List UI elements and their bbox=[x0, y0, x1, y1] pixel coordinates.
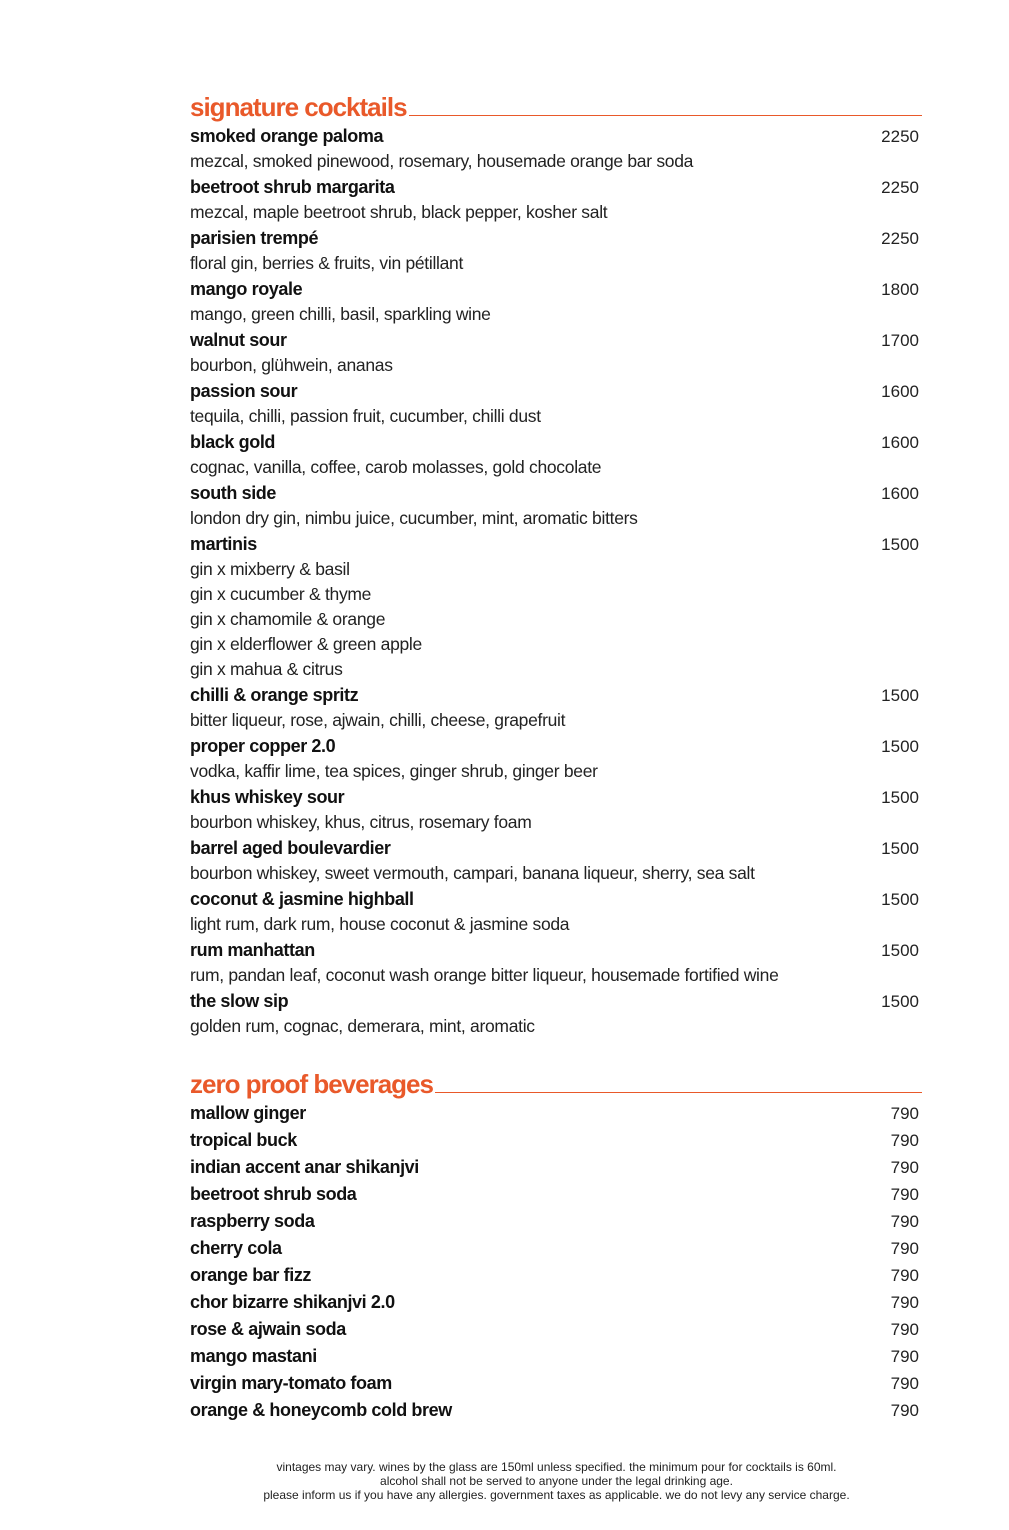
menu-footer bbox=[0, 1460, 1009, 1502]
menu-item bbox=[190, 988, 922, 1039]
item-name: orange & honeycomb cold brew bbox=[190, 1400, 452, 1420]
item-row bbox=[190, 327, 922, 353]
item-name: beetroot shrub margarita bbox=[190, 177, 395, 197]
item-price: 1500 bbox=[881, 941, 919, 960]
item-price: 790 bbox=[890, 1320, 919, 1339]
section-header bbox=[190, 1065, 922, 1099]
menu-item bbox=[190, 1397, 922, 1424]
menu-item bbox=[190, 531, 922, 682]
item-price: 1500 bbox=[881, 535, 919, 554]
item-description: floral gin, berries & fruits, vin pétillant bbox=[190, 253, 464, 273]
item-name: chilli & orange spritz bbox=[190, 685, 359, 705]
item-name: virgin mary-tomato foam bbox=[190, 1373, 392, 1393]
item-name: chor bizarre shikanjvi 2.0 bbox=[190, 1292, 395, 1312]
item-description: cognac, vanilla, coffee, carob molasses, gold chocolate bbox=[190, 457, 602, 477]
menu-item bbox=[190, 378, 922, 429]
item-name: parisien trempé bbox=[190, 228, 319, 248]
menu-item bbox=[190, 327, 922, 378]
item-description: gin x mixberry & basil bbox=[190, 559, 350, 579]
item-name: beetroot shrub soda bbox=[190, 1184, 357, 1204]
item-price: 1700 bbox=[881, 331, 919, 350]
item-description: rum, pandan leaf, coconut wash orange bitter liqueur, housemade fortified wine bbox=[190, 965, 779, 985]
menu-item bbox=[190, 1343, 922, 1370]
item-description: gin x chamomile & orange bbox=[190, 609, 386, 629]
item-name: the slow sip bbox=[190, 991, 289, 1011]
menu-item bbox=[190, 429, 922, 480]
item-row bbox=[190, 378, 922, 404]
item-price: 790 bbox=[890, 1401, 919, 1420]
item-price: 1500 bbox=[881, 890, 919, 909]
item-price: 2250 bbox=[881, 127, 919, 146]
item-description: gin x elderflower & green apple bbox=[190, 634, 422, 654]
menu-item bbox=[190, 784, 922, 835]
item-description: light rum, dark rum, house coconut & jasmine soda bbox=[190, 914, 570, 934]
item-description: mezcal, smoked pinewood, rosemary, housemade orange bar soda bbox=[190, 151, 694, 171]
zero-proof-list bbox=[190, 1100, 922, 1424]
item-name: walnut sour bbox=[190, 330, 287, 350]
item-description: mango, green chilli, basil, sparkling wine bbox=[190, 304, 491, 324]
item-row bbox=[190, 225, 922, 251]
item-price: 790 bbox=[890, 1158, 919, 1177]
item-price: 790 bbox=[890, 1104, 919, 1123]
item-row bbox=[190, 682, 922, 708]
item-name: cherry cola bbox=[190, 1238, 282, 1258]
menu-item bbox=[190, 1181, 922, 1208]
item-price: 2250 bbox=[881, 178, 919, 197]
item-row bbox=[190, 784, 922, 810]
menu-item bbox=[190, 1127, 922, 1154]
item-price: 790 bbox=[890, 1212, 919, 1231]
menu-item bbox=[190, 225, 922, 276]
menu-item bbox=[190, 1208, 922, 1235]
menu-item bbox=[190, 1262, 922, 1289]
item-price: 1500 bbox=[881, 788, 919, 807]
item-description: bitter liqueur, rose, ajwain, chilli, cheese, grapefruit bbox=[190, 710, 566, 730]
item-name: rum manhattan bbox=[190, 940, 315, 960]
item-description: vodka, kaffir lime, tea spices, ginger shrub, ginger beer bbox=[190, 761, 598, 781]
zero-proof-section bbox=[190, 1065, 922, 1424]
item-row bbox=[190, 174, 922, 200]
item-name: martinis bbox=[190, 534, 257, 554]
item-price: 1800 bbox=[881, 280, 919, 299]
item-name: mango royale bbox=[190, 279, 303, 299]
item-price: 790 bbox=[890, 1239, 919, 1258]
menu-item bbox=[190, 276, 922, 327]
item-name: khus whiskey sour bbox=[190, 787, 345, 807]
item-name: south side bbox=[190, 483, 277, 503]
item-name: rose & ajwain soda bbox=[190, 1319, 346, 1339]
item-description: mezcal, maple beetroot shrub, black pepper, kosher salt bbox=[190, 202, 608, 222]
item-price: 1500 bbox=[881, 839, 919, 858]
item-row bbox=[190, 937, 922, 963]
item-name: proper copper 2.0 bbox=[190, 736, 336, 756]
item-price: 1600 bbox=[881, 433, 919, 452]
item-description: london dry gin, nimbu juice, cucumber, mint, aromatic bitters bbox=[190, 508, 638, 528]
item-description: gin x mahua & citrus bbox=[190, 659, 343, 679]
item-price: 790 bbox=[890, 1131, 919, 1150]
section-title: zero proof beverages bbox=[190, 1069, 433, 1099]
item-name: tropical buck bbox=[190, 1130, 297, 1150]
menu-item bbox=[190, 733, 922, 784]
signature-cocktails-section bbox=[190, 88, 922, 1039]
section-header bbox=[190, 88, 922, 122]
menu-item bbox=[190, 937, 922, 988]
menu-item bbox=[190, 682, 922, 733]
item-name: barrel aged boulevardier bbox=[190, 838, 391, 858]
menu-item bbox=[190, 1100, 922, 1127]
item-row bbox=[190, 429, 922, 455]
item-name: smoked orange paloma bbox=[190, 126, 384, 146]
item-price: 1500 bbox=[881, 737, 919, 756]
item-row bbox=[190, 276, 922, 302]
item-description: golden rum, cognac, demerara, mint, aromatic bbox=[190, 1016, 535, 1036]
menu-item bbox=[190, 835, 922, 886]
item-price: 790 bbox=[890, 1266, 919, 1285]
menu-item bbox=[190, 886, 922, 937]
item-price: 1600 bbox=[881, 382, 919, 401]
item-description: tequila, chilli, passion fruit, cucumber, chilli dust bbox=[190, 406, 541, 426]
footer-line: alcohol shall not be served to anyone under the legal drinking age. bbox=[380, 1474, 733, 1488]
item-price: 1500 bbox=[881, 686, 919, 705]
menu-item bbox=[190, 1235, 922, 1262]
item-name: raspberry soda bbox=[190, 1211, 315, 1231]
item-row bbox=[190, 988, 922, 1014]
item-name: indian accent anar shikanjvi bbox=[190, 1157, 419, 1177]
menu-item bbox=[190, 1154, 922, 1181]
item-description: bourbon, glühwein, ananas bbox=[190, 355, 393, 375]
section-divider bbox=[435, 1092, 922, 1093]
item-row bbox=[190, 886, 922, 912]
item-row bbox=[190, 480, 922, 506]
menu-item bbox=[190, 480, 922, 531]
item-description: bourbon whiskey, sweet vermouth, campari, banana liqueur, sherry, sea salt bbox=[190, 863, 755, 883]
item-description: gin x cucumber & thyme bbox=[190, 584, 372, 604]
menu-item bbox=[190, 1316, 922, 1343]
item-name: orange bar fizz bbox=[190, 1265, 312, 1285]
menu-page bbox=[190, 88, 922, 1424]
menu-item bbox=[190, 1370, 922, 1397]
menu-item bbox=[190, 123, 922, 174]
cocktail-list bbox=[190, 123, 922, 1039]
item-price: 1500 bbox=[881, 992, 919, 1011]
item-row bbox=[190, 531, 922, 557]
item-description: bourbon whiskey, khus, citrus, rosemary foam bbox=[190, 812, 532, 832]
footer-line: please inform us if you have any allergies. government taxes as applicable. we do not levy any service charge. bbox=[263, 1488, 850, 1502]
item-price: 790 bbox=[890, 1374, 919, 1393]
footer-line: vintages may vary. wines by the glass are 150ml unless specified. the minimum pour for cocktails is 60ml. bbox=[276, 1460, 837, 1474]
item-price: 790 bbox=[890, 1185, 919, 1204]
item-name: black gold bbox=[190, 432, 276, 452]
menu-item bbox=[190, 1289, 922, 1316]
item-row bbox=[190, 733, 922, 759]
item-price: 790 bbox=[890, 1293, 919, 1312]
item-row bbox=[190, 835, 922, 861]
item-price: 790 bbox=[890, 1347, 919, 1366]
item-price: 2250 bbox=[881, 229, 919, 248]
item-name: coconut & jasmine highball bbox=[190, 889, 414, 909]
section-divider bbox=[409, 115, 922, 116]
menu-item bbox=[190, 174, 922, 225]
item-price: 1600 bbox=[881, 484, 919, 503]
item-name: mango mastani bbox=[190, 1346, 317, 1366]
item-name: passion sour bbox=[190, 381, 298, 401]
item-name: mallow ginger bbox=[190, 1103, 306, 1123]
item-row bbox=[190, 123, 922, 149]
section-title: signature cocktails bbox=[190, 92, 407, 122]
